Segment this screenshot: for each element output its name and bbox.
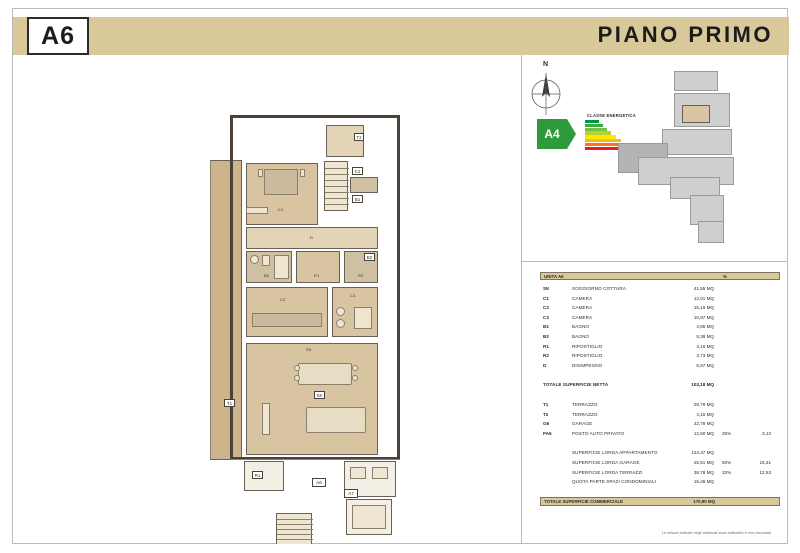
plan-tag-sk: SK: [314, 391, 325, 399]
furniture-bed-c1: [264, 169, 298, 195]
table-commercial-total: [540, 497, 780, 506]
plan-room-sk: [246, 343, 378, 455]
plan-terrace-west: [210, 160, 242, 460]
dimension-line-bottom: [230, 459, 400, 460]
row-code: T2: [543, 411, 549, 417]
row-name: TERRAZZO: [572, 411, 598, 417]
energy-class-badge: [537, 119, 567, 149]
row-value: 4,95 MQ: [696, 324, 714, 330]
furniture-sink-c3: [336, 307, 345, 316]
plan-tag-b1: B1: [352, 195, 363, 203]
row-value: 28,79 MQ: [693, 401, 714, 407]
furniture-annex-2: [372, 467, 388, 479]
furniture-chair-4: [352, 375, 358, 381]
row-percent: 60%: [722, 459, 732, 465]
keyplan-block-3: [662, 129, 732, 155]
row-percent: 33%: [722, 469, 732, 475]
table-row: [540, 334, 780, 344]
row-value: 12,50 MQ: [693, 430, 714, 436]
table-row: [540, 479, 780, 489]
row-code: B2: [543, 333, 549, 339]
wall-left: [230, 115, 233, 460]
wall-top: [230, 115, 400, 118]
row-value: 38,78 MQ: [693, 469, 714, 475]
furniture-bed-c2: [252, 313, 322, 327]
plan-room-r1: [296, 251, 340, 283]
furniture-chair-3: [352, 365, 358, 371]
table-header-percent: %: [723, 274, 727, 280]
plan-room-label-sk: SK: [306, 347, 312, 352]
row-code: C3: [543, 314, 549, 320]
plan-stairs: [324, 161, 348, 211]
plan-room-label-c1: C1: [278, 207, 284, 212]
row-code: D: [543, 362, 547, 368]
plan-room-c2: [246, 287, 328, 337]
commercial-total-value: 170,90 MQ: [693, 499, 715, 505]
furniture-wardrobe-c1: [246, 207, 268, 214]
furniture-chair-2: [294, 375, 300, 381]
plan-room-label-d: D: [310, 235, 314, 240]
row-code: C1: [543, 295, 549, 301]
keyplan-highlight-unit: [682, 105, 710, 123]
furniture-nightstand2-c1: [300, 169, 305, 177]
area-table: [540, 272, 780, 522]
row-name: QUOTA PARTE SPAZI CONDOMINIALI: [572, 479, 657, 485]
furniture-wc-c3: [336, 319, 345, 328]
table-row: [540, 460, 780, 470]
plan-room-label-c3: C3: [350, 293, 356, 298]
table-row: [540, 324, 780, 334]
plan-room-label-c2: C2: [280, 297, 286, 302]
net-total-value: 103,18 MQ: [691, 382, 714, 388]
row-value: 12,01 MQ: [693, 295, 714, 301]
row-name: SUPERFICIE LORDA TERRAZZI: [572, 469, 643, 475]
row-weighted-value: 15,31: [759, 459, 771, 465]
furniture-sink-b2: [250, 255, 259, 264]
furniture-kitchen-counter: [262, 403, 270, 435]
row-value: 3,73 MQ: [696, 353, 714, 359]
plan-tag-annex-left: R1: [252, 471, 263, 479]
wall-right: [397, 115, 400, 460]
plan-marker-a6: A6: [312, 478, 326, 487]
table-row: [540, 296, 780, 306]
row-name: TERRAZZO: [572, 401, 598, 407]
row-name: CAMERA: [572, 295, 593, 301]
row-value: 15,46 MQ: [693, 479, 714, 485]
plan-room-b1: [350, 177, 378, 193]
table-row: [540, 402, 780, 412]
plan-room-label-r2: R2: [358, 273, 364, 278]
row-value: 22,79 MQ: [693, 421, 714, 427]
row-code: C2: [543, 305, 549, 311]
plan-room-label-r1: R1: [314, 273, 320, 278]
furniture-nightstand-c1: [258, 169, 263, 177]
row-name: BAGNO: [572, 324, 590, 330]
furniture-chair-1: [294, 365, 300, 371]
horizontal-divider: [522, 261, 788, 262]
row-code: PA6: [543, 430, 552, 436]
row-name: CAMERA: [572, 314, 593, 320]
row-name: SUPERFICIE LORDA APPARTAMENTO: [572, 450, 658, 456]
drawing-sheet: [12, 8, 788, 544]
plan-room-label-b2: B2: [264, 273, 270, 278]
row-name: POSTO AUTO PRIVATO: [572, 430, 625, 436]
furniture-garage-car: [352, 505, 386, 529]
row-weighted-value: 3,13: [762, 430, 771, 436]
furniture-bath-c3: [354, 307, 372, 329]
furniture-shower-b2: [274, 255, 289, 279]
row-code: SK: [543, 286, 550, 291]
table-row: [540, 363, 780, 373]
energy-class-value: A4: [544, 127, 560, 141]
row-value: 6,87 MQ: [696, 362, 714, 368]
north-label: N: [543, 61, 549, 68]
row-value: 10,87 MQ: [693, 314, 714, 320]
row-name: RIPOSTIGLIO: [572, 343, 603, 349]
table-row: [540, 286, 780, 296]
table-row: [540, 470, 780, 480]
furniture-dining-table: [298, 363, 352, 385]
furniture-wc-b2: [262, 255, 270, 266]
table-header-unit: UNITA A6: [544, 274, 564, 280]
vertical-divider: [521, 55, 522, 544]
row-code: G6: [543, 421, 550, 427]
table-row: [540, 431, 780, 441]
table-row: [540, 353, 780, 363]
row-value: 124,37 MQ: [691, 450, 714, 456]
row-value: 25,51 MQ: [693, 459, 714, 465]
floor-plan: [14, 55, 521, 544]
table-row: [540, 315, 780, 325]
row-weighted-value: 12,53: [759, 469, 771, 475]
table-row: [540, 421, 780, 431]
energy-class-title: CLASSE ENERGETICA: [587, 113, 637, 118]
row-value: 5,38 MQ: [696, 333, 714, 339]
row-name: RIPOSTIGLIO: [572, 353, 603, 359]
row-value: 15,16 MQ: [693, 305, 714, 311]
row-name: SOGGIORNO COTTURA: [572, 286, 627, 291]
table-row: [540, 305, 780, 315]
row-name: DISIMPEGNO: [572, 362, 603, 368]
row-value: 3,16 MQ: [696, 343, 714, 349]
dimension-line-left: [210, 160, 211, 460]
furniture-sofa: [306, 407, 366, 433]
plan-tag-north: T2: [354, 133, 364, 141]
footnote: Le misure indicate negli elaborati sono indicative e non vincolanti: [661, 531, 771, 535]
row-name: GARAGE: [572, 421, 593, 427]
table-header: [540, 272, 780, 280]
net-total-label: TOTALE SUPERFICIE NETTA: [543, 382, 609, 388]
row-code: B1: [543, 324, 549, 330]
key-plan: [578, 65, 778, 255]
plan-marker-a7: A7: [344, 489, 358, 498]
keyplan-block-8: [698, 221, 724, 243]
row-name: CAMERA: [572, 305, 593, 311]
plan-stairs-core: [276, 513, 312, 544]
plan-tag-t1: T1: [224, 399, 235, 407]
furniture-annex-1: [350, 467, 366, 479]
table-row-net-total: [540, 382, 780, 392]
plan-annex-left: [244, 461, 284, 491]
row-code: R2: [543, 353, 549, 359]
table-row: [540, 412, 780, 422]
row-name: BAGNO: [572, 333, 590, 339]
unit-code-badge: [27, 17, 89, 55]
commercial-total-label: TOTALE SUPERFICIE COMMERCIALE: [544, 499, 624, 505]
keyplan-block-1: [674, 71, 718, 91]
table-row: [540, 344, 780, 354]
plan-tag-c1: C1: [352, 167, 363, 175]
plan-tag-b2: B2: [364, 253, 375, 261]
row-value: 4,15 MQ: [696, 411, 714, 417]
row-value: 41,55 MQ: [693, 286, 714, 291]
table-row: [540, 450, 780, 460]
row-percent: 25%: [722, 430, 732, 436]
row-code: R1: [543, 343, 549, 349]
page-title: PIANO PRIMO: [597, 22, 773, 47]
row-code: T1: [543, 401, 549, 407]
unit-code-label: A6: [41, 21, 75, 50]
row-name: SUPERFICIE LORDA GARAGE: [572, 459, 640, 465]
